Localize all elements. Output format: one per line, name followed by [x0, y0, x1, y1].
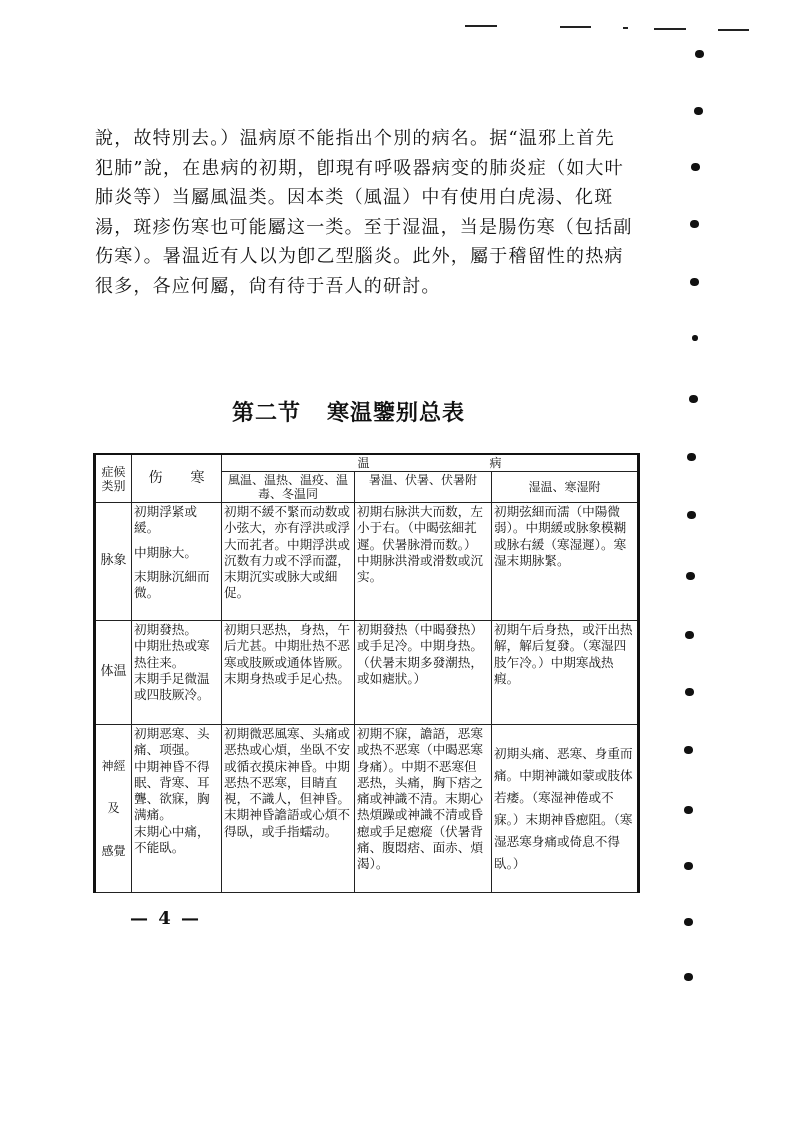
paragraph-line: 犯肺”說，在患病的初期，卽現有呼吸器病变的肺炎症（如大叶 — [95, 157, 624, 179]
cell-text: 初期恶寒、头痛、项强。 — [134, 726, 210, 758]
header-fengwen: 風温、温热、温疫、温毒、冬温同 — [222, 472, 355, 503]
row-label-part: 感覺 — [101, 843, 126, 858]
paragraph-line: 說，故特別去。）温病原不能指出个別的病名。据“温邪上首先 — [95, 128, 615, 149]
section-title — [232, 396, 532, 427]
section-name: 寒温鑒别总表 — [327, 401, 466, 426]
table-row — [95, 503, 639, 621]
cell-fengwen: 初期微恶風寒、头痛或恶热或心煩，坐臥不安或循衣摸床神昏。中期恶热不恶寒，目睛直視，不識人，但神昏。末期神昏譫語或心煩不得臥，或手指蠕动。 — [222, 725, 355, 893]
binding-hole — [695, 50, 704, 58]
header-category: 症候类别 — [95, 454, 132, 503]
row-label-part: 及 — [107, 801, 120, 816]
table-header-row — [95, 454, 639, 472]
binding-hole — [684, 746, 693, 754]
cell-shiwen: 初期弦細而濡（中陽微弱）。中期緩或脉象模糊或脉右緩（寒湿遲）。寒湿末期脉緊。 — [492, 503, 639, 621]
binding-hole — [690, 278, 699, 286]
binding-hole — [694, 107, 703, 115]
cell-text: 中期脉大。 — [134, 544, 197, 560]
cell-shanghan — [132, 725, 222, 893]
binding-hole — [690, 220, 699, 228]
cell-text: 初期發热。 — [134, 622, 197, 637]
cell-shanghan — [132, 621, 222, 725]
cell-fengwen: 初期只恶热，身热，午后尤甚。中期壯热不恶寒或肢厥或通体皆厥。末期身热或手足心热。 — [222, 621, 355, 725]
cell-shuwen: 初期不寐，譫語，恶寒或热不恶寒（中暍恶寒身痛）。中期不恶寒但恶热，头痛，胸下痞之痛或神識不清。末期心热煩躁或神識不清或昏瘛或手足瘛瘲（伏暑背痛、腹悶痞、面赤、煩渴）。 — [355, 725, 492, 893]
header-wenbing: 温 病 — [222, 454, 639, 472]
paragraph-line: 伤寒）。暑温近有人以为卽乙型腦炎。此外，屬于稽留性的热病 — [95, 246, 624, 267]
scan-mark — [654, 28, 686, 30]
paragraph-line: 湯，斑疹伤寒也可能屬这一类。至于湿温，当是腸伤寒（包括副 — [95, 216, 633, 238]
page-number: — 4 — — [130, 908, 202, 929]
cell-text: 末期手足微温或四肢厥冷。 — [134, 670, 210, 703]
cell-fengwen: 初期不緩不緊而动数或小弦大，亦有浮洪或浮大而芤者。中期浮洪或沉数有力或不浮而澀，末期沉实或脉大或細促。 — [222, 503, 355, 621]
cell-shuwen: 初期發热（中暍發热）或手足冷。中期身热。（伏暑末期多發潮热，或如瘧狀。） — [355, 621, 492, 725]
cell-shiwen: 初期头痛、恶寒、身重而痛。中期神識如蒙或肢体若痿。（寒湿神倦或不寐。）末期神昏瘛阻。（寒湿恶寒身痛或倚息不得臥。） — [492, 725, 639, 893]
scan-mark — [718, 29, 749, 31]
binding-hole — [684, 862, 693, 870]
scan-mark — [465, 25, 497, 27]
section-number: 第二节 — [232, 401, 302, 426]
body-paragraph — [95, 124, 655, 301]
row-label-pulse: 脉象 — [95, 503, 132, 621]
binding-hole — [684, 806, 693, 814]
table-row — [95, 725, 639, 893]
binding-hole — [686, 572, 695, 580]
binding-hole — [689, 395, 698, 403]
table-row — [95, 621, 639, 725]
cell-text: 初期浮紧或緩。 — [134, 504, 197, 536]
paragraph-line: 很多，各应何屬，尙有待于吾人的研討。 — [95, 275, 441, 297]
binding-hole — [684, 973, 693, 981]
binding-hole — [691, 163, 700, 171]
binding-hole — [687, 453, 696, 461]
scan-mark — [623, 27, 628, 29]
scan-mark — [560, 26, 591, 28]
binding-hole — [692, 335, 698, 341]
cell-shanghan — [132, 503, 222, 621]
row-label-part: 神經 — [101, 759, 126, 774]
header-shiwen: 湿温、寒湿附 — [492, 472, 639, 503]
binding-hole — [687, 511, 696, 519]
row-label-temperature: 体温 — [95, 621, 132, 725]
cell-shiwen: 初期午后身热，或汗出热解，解后复發。（寒湿四肢乍冷。）中期寒战热瘕。 — [492, 621, 639, 725]
cell-text: 中期壯热或寒热往来。 — [134, 638, 210, 670]
paragraph-line: 肺炎等）当屬風温类。因本类（風温）中有使用白虎湯、化斑 — [95, 187, 614, 208]
header-shuwen: 暑温、伏暑、伏暑附 — [355, 472, 492, 503]
cell-text: 末期心中痛，不能臥。 — [134, 823, 210, 856]
cell-text: 末期脉沉細而微。 — [134, 568, 210, 601]
binding-hole — [685, 688, 694, 696]
cell-shuwen: 初期右脉洪大而数，左小于右。（中暍弦細芤遲。伏暑脉滑而数。）中期脉洪滑或滑数或沉实。 — [355, 503, 492, 621]
binding-hole — [684, 918, 693, 926]
cold-warm-differentiation-table — [93, 453, 640, 893]
cell-text: 中期神昏不得眠、背寒、耳聾、欲寐，胸满痛。 — [134, 758, 210, 823]
row-label-nerves-senses — [95, 725, 132, 893]
header-shanghan: 伤 寒 — [132, 454, 222, 503]
binding-hole — [685, 631, 694, 639]
